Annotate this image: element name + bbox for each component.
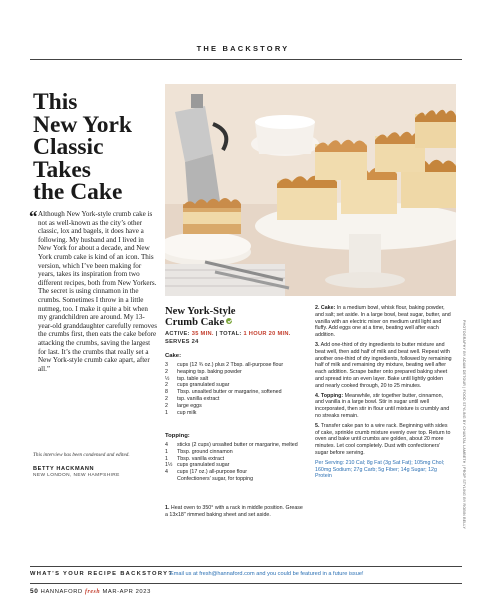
issue-date: MAR-APR 2023: [102, 589, 151, 595]
story-body: Although New York-style crumb cake is not as well-known as the city’s other classic, lox and bagels, it does have a following. My husband and I lived in New York for about a decade, and New York crumb cake is kind of an icon. This version, which I’ve been making for years, takes its inspiration from two different recipes, both from New Yorkers. The secret is using cinnamon in the crumbs. Sometimes I throw in a little nutmeg, too. I make it quite a bit when my grandchildren are around. My 13-year-old granddaughter carefully removes the crumbs first, then eats the cake before attacking the crumbs, saving the largest for last. It’s the crumbs that really set a New York-style crumb cake apart, after all.”: [38, 210, 158, 373]
recipe-steps: [315, 305, 453, 483]
list-item: 1 cup milk: [165, 409, 197, 416]
recipe-times: [165, 331, 291, 337]
recipe-serves: SERVES 24: [165, 339, 199, 345]
publisher-name: HANNAFORD: [40, 589, 83, 595]
recipe-step-5: 5. Transfer cake pan to a wire rack. Beginning with sides of cake, sprinkle crumb mixture evenly over top. Return to oven and bake until crumbs are golden, about 20 more minutes. Let cool completely. Dust with confectioners’ sugar before serving.: [315, 422, 451, 456]
crumb-cake-photo: [165, 84, 456, 296]
cake-ingredient-list: [165, 362, 310, 416]
page-number: 50: [30, 588, 39, 595]
open-quote-mark: “: [29, 207, 38, 226]
footer-divider: [30, 583, 462, 584]
list-item: 1 Tbsp. ground cinnamon: [165, 448, 233, 455]
headline-line: the Cake: [33, 179, 123, 205]
nutrition-info: Per Serving: 210 Cal; 8g Fat (3g Sat Fat); 105mg Chol; 160mg Sodium; 27g Carb; 5g Fiber; 14g Sugar; 12g Protein: [315, 459, 445, 480]
headline-line: Takes: [33, 156, 91, 183]
footer-email-link[interactable]: Email us at fresh@hannaford.com and you could be featured in a future issue!: [170, 571, 364, 577]
list-item: 2 large eggs: [165, 402, 202, 409]
list-item: Confectioners’ sugar, for topping: [177, 475, 254, 482]
headline-line: This: [33, 89, 78, 115]
list-item: 1 Tbsp. vanilla extract: [165, 455, 225, 462]
topping-heading: Topping:: [165, 433, 190, 439]
time-separator: |: [215, 331, 218, 337]
list-item: ½ tsp. table salt: [165, 375, 209, 382]
recipe-step-4: 4. Topping: Meanwhile, stir together butter, cinnamon, and vanilla in a large bowl. Stir in sugar until well incorporated, then stir in flour until mixture is crumbly and no streaks remain.: [315, 392, 450, 419]
total-label: TOTAL:: [219, 331, 242, 337]
list-item: 2 tsp. vanilla extract: [165, 395, 220, 402]
recipe-step-3: 3. Add one-third of dry ingredients to butter mixture and beat well, then add half of milk and beat well. Repeat with another one-third of dry ingredients, followed by remaining half of milk and remaining dry mixture, beating well after each addition. Scrape batter onto prepared baking sheet and spread into an even layer. Bake until lightly golden and nearly cooked through, 20 to 25 minutes.: [315, 341, 452, 389]
footer-question: WHAT’S YOUR RECIPE BACKSTORY?: [30, 571, 174, 577]
active-label: ACTIVE:: [165, 331, 190, 337]
section-header: THE BACKSTORY: [196, 44, 290, 53]
list-item: 4 cups (17 oz.) all-purpose flour: [165, 469, 248, 476]
recipe-title: [165, 306, 305, 328]
total-value: 1 HOUR 20 MIN.: [243, 331, 291, 337]
list-item: 2 heaping tsp. baking powder: [165, 368, 242, 375]
header-divider: [30, 59, 462, 60]
list-item: 3 cups (12 ¾ oz.) plus 2 Tbsp. all-purpose flour: [165, 362, 284, 368]
crumb-cake-illustration: [165, 84, 456, 296]
recipe-title-line: Crumb Cake: [165, 317, 225, 328]
magazine-logo: fresh: [85, 589, 101, 595]
list-item: 4 sticks (2 cups) unsalted butter or margarine, melted: [165, 442, 298, 448]
topping-ingredient-list: [165, 442, 310, 483]
cake-heading: Cake:: [165, 353, 182, 359]
story-note: This interview has been condensed and edited.: [33, 452, 130, 458]
headline-line: New York: [33, 111, 132, 138]
footer-divider: [30, 566, 462, 567]
recipe-step-1: 1. Heat oven to 350° with a rack in middle position. Grease a 13x18" rimmed baking sheet and set aside.: [165, 505, 303, 518]
headline-line: Classic: [33, 134, 104, 160]
photo-credit: PHOTOGRAPHY BY ADAM DETOUR | FOOD STYLING BY CHANTAL LAMBETH | PROP STYLING BY ROBIN BELLY: [462, 320, 466, 530]
list-item: 1½ cups granulated sugar: [165, 462, 230, 469]
list-item: 8 Tbsp. unsalted butter or margarine, softened: [165, 389, 282, 396]
recipe-title-line: New York-Style: [165, 306, 236, 317]
story-author: BETTY HACKMANN: [33, 466, 95, 472]
active-value: 35 MIN.: [191, 331, 214, 337]
check-circle-icon: [226, 318, 232, 324]
headline: [33, 91, 158, 204]
story-location: NEW LONDON, NEW HAMPSHIRE: [33, 473, 120, 478]
list-item: 2 cups granulated sugar: [165, 382, 230, 389]
recipe-step-2: 2. Cake: In a medium bowl, whisk flour, baking powder, and salt; set aside. In a large bowl, beat sugar, butter, and vanilla with an electric mixer on medium until light and fluffy. Add eggs one at a time, beating well after each addition.: [315, 305, 451, 339]
page-folio: [30, 588, 151, 595]
